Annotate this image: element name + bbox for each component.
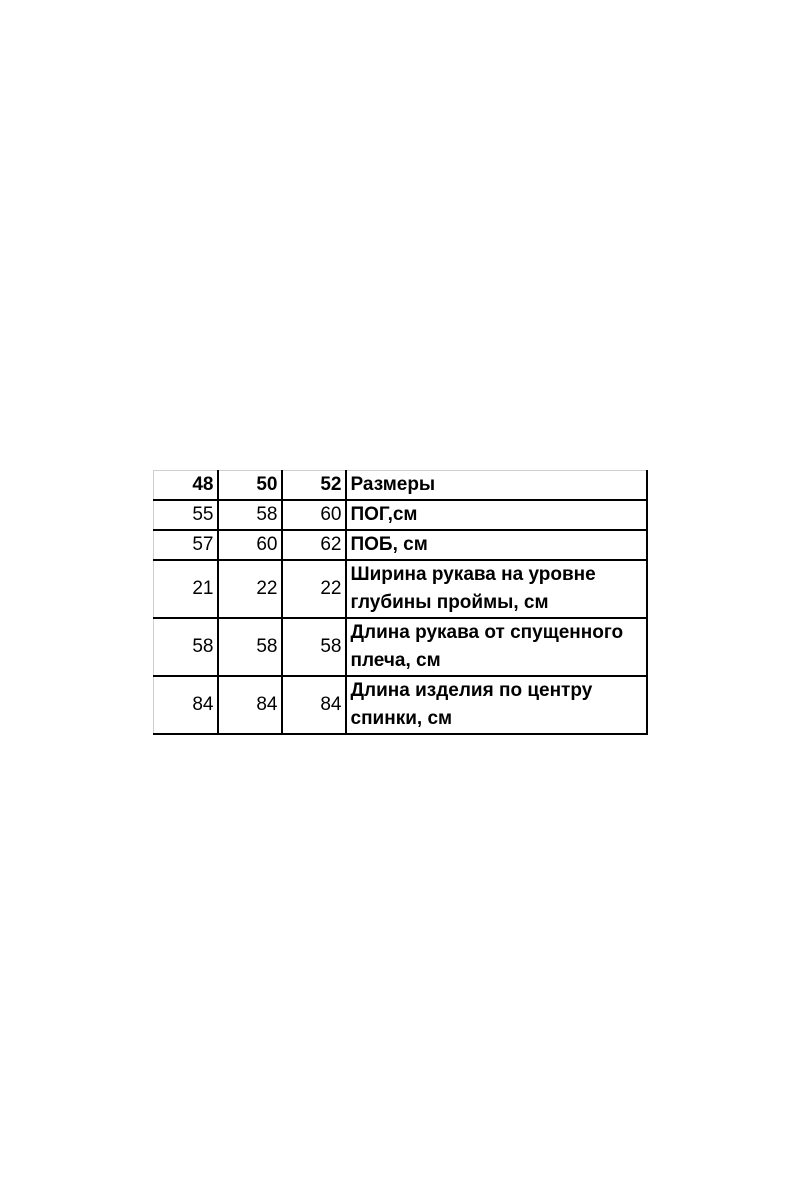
measurement-label [346,560,647,618]
label-line: плеча, см [350,650,441,671]
value-cell: 62 [282,530,346,560]
table-row [154,560,647,618]
table-row [154,676,647,734]
measurement-label [346,618,647,676]
label-line: Длина рукава от спущенного [350,622,624,643]
size-header-cell: 48 [154,471,218,501]
sizes-label: Размеры [346,471,647,501]
value-cell: 58 [218,500,282,530]
table-row [154,530,647,560]
label-line: ПОГ,см [350,504,418,525]
value-cell: 55 [154,500,218,530]
label-line: Ширина рукава на уровне [350,564,596,585]
value-cell: 60 [282,500,346,530]
label-line: спинки, см [350,708,453,729]
value-cell: 58 [282,618,346,676]
size-chart-table [153,470,648,735]
measurement-label [346,500,647,530]
label-line: глубины проймы, см [350,592,549,613]
value-cell: 21 [154,560,218,618]
label-line: ПОБ, см [350,534,428,555]
value-cell: 22 [218,560,282,618]
label-line: Длина изделия по центру [350,680,593,701]
value-cell: 57 [154,530,218,560]
measurement-label [346,676,647,734]
value-cell: 84 [282,676,346,734]
table-row [154,500,647,530]
table-header-row [154,471,647,501]
value-cell: 58 [154,618,218,676]
table-row [154,618,647,676]
value-cell: 84 [218,676,282,734]
value-cell: 58 [218,618,282,676]
value-cell: 22 [282,560,346,618]
size-header-cell: 52 [282,471,346,501]
size-header-cell: 50 [218,471,282,501]
value-cell: 60 [218,530,282,560]
value-cell: 84 [154,676,218,734]
measurement-label [346,530,647,560]
